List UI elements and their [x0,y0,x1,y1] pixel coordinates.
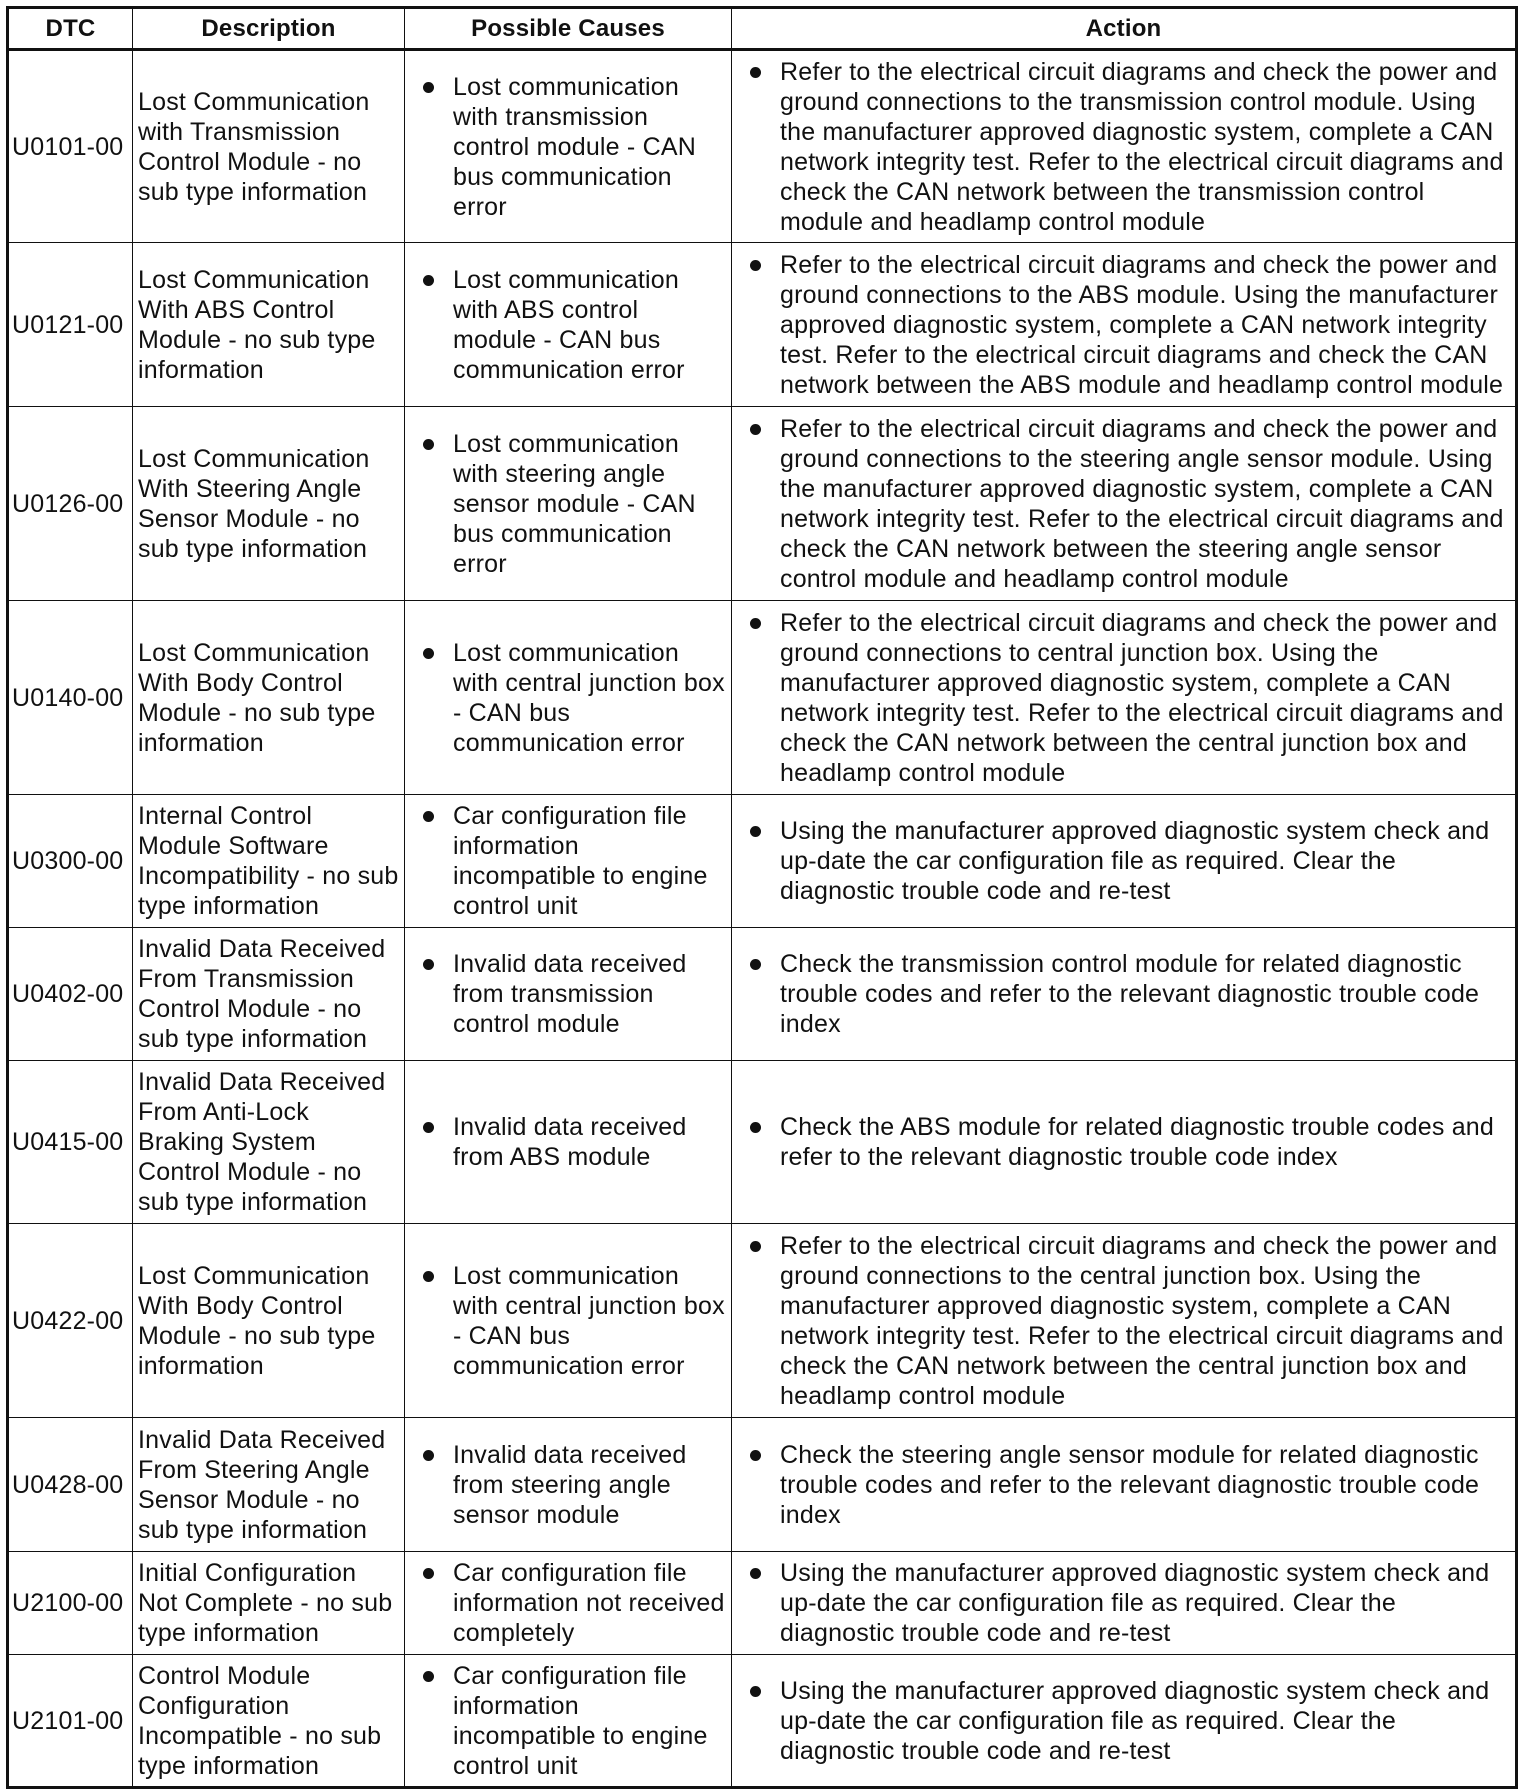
bullet-item [405,265,727,385]
bullet-item [732,414,1511,594]
table-row [8,1655,1517,1788]
possible-cause-cell [405,1418,732,1552]
action-text: Check the ABS module for related diagnostic trouble codes and refer to the relevant diagnostic trouble code index [780,1113,1495,1171]
dtc-description: Lost Communication With ABS Control Module - no sub type information [133,243,405,407]
dtc-code: U0101-00 [8,50,133,243]
bullet-item [405,72,727,222]
action-cell [732,795,1517,928]
table-row [8,407,1517,601]
action-text: Using the manufacturer approved diagnostic system check and up-date the car configuration file as required. Clear the diagnostic trouble code and re-test [780,1559,1490,1647]
dtc-description: Invalid Data Received From Anti-Lock Braking System Control Module - no sub type information [133,1061,405,1224]
possible-cause-cell [405,601,732,795]
bullet-icon [423,1271,434,1282]
possible-cause-cell [405,1655,732,1788]
dtc-code: U2100-00 [8,1552,133,1655]
table-row [8,1061,1517,1224]
bullet-icon [423,1568,434,1579]
bullet-item [732,57,1511,237]
action-text: Using the manufacturer approved diagnostic system check and up-date the car configuration file as required. Clear the diagnostic trouble code and re-test [780,1676,1490,1765]
action-text: Check the transmission control module for related diagnostic trouble codes and refer to the relevant diagnostic trouble code index [780,950,1480,1038]
dtc-code: U0402-00 [8,928,133,1061]
action-text: Refer to the electrical circuit diagrams and check the power and ground connections to the transmission control module. Using the manufacturer approved diagnostic system, complete a CAN network integrity test. Refer to the electrical circuit diagrams and check the CAN network between the transmission control module and headlamp control module [780,57,1504,236]
bullet-icon [750,1686,761,1697]
possible-cause-cell [405,1224,732,1418]
possible-cause-text: Car configuration file information incompatible to engine control unit [453,1661,708,1780]
possible-cause-cell [405,795,732,928]
dtc-description: Internal Control Module Software Incompatibility - no sub type information [133,795,405,928]
possible-cause-text: Lost communication with steering angle sensor module - CAN bus communication error [453,429,696,578]
bullet-icon [423,275,434,286]
possible-cause-cell [405,50,732,243]
possible-cause-cell [405,243,732,407]
dtc-table [6,6,1518,1789]
bullet-icon [750,1568,761,1579]
dtc-code: U0140-00 [8,601,133,795]
table-body [8,50,1517,1788]
action-cell [732,928,1517,1061]
header-action: Action [732,8,1517,50]
dtc-description: Lost Communication With Steering Angle Sensor Module - no sub type information [133,407,405,601]
action-cell [732,50,1517,243]
possible-cause-text: Invalid data received from steering angle sensor module [453,1440,687,1529]
bullet-item [405,1112,727,1172]
table-row [8,795,1517,928]
bullet-item [732,1440,1511,1530]
dtc-description: Lost Communication with Transmission Control Module - no sub type information [133,50,405,243]
bullet-item [732,1112,1511,1172]
dtc-code: U0415-00 [8,1061,133,1224]
bullet-item [405,638,727,758]
dtc-code: U0121-00 [8,243,133,407]
table-row [8,1552,1517,1655]
dtc-description: Lost Communication With Body Control Module - no sub type information [133,601,405,795]
dtc-description: Invalid Data Received From Steering Angle Sensor Module - no sub type information [133,1418,405,1552]
bullet-icon [750,1450,761,1461]
action-cell [732,1655,1517,1788]
bullet-item [732,949,1511,1039]
possible-cause-text: Lost communication with ABS control module - CAN bus communication error [453,265,685,384]
bullet-item [732,608,1511,788]
dtc-description: Invalid Data Received From Transmission Control Module - no sub type information [133,928,405,1061]
table-row [8,601,1517,795]
bullet-icon [423,1450,434,1461]
possible-cause-cell [405,407,732,601]
bullet-icon [750,1241,761,1252]
bullet-icon [423,439,434,450]
table-row [8,243,1517,407]
action-text: Refer to the electrical circuit diagrams and check the power and ground connections to the central junction box. Using the manufacturer approved diagnostic system, complete a CAN network integrity test. Refer to the electrical circuit diagrams and check the CAN network between the central junction box and headlamp control module [780,1231,1504,1410]
table-row [8,1224,1517,1418]
bullet-icon [750,618,761,629]
possible-cause-cell [405,928,732,1061]
bullet-item [732,816,1511,906]
bullet-icon [423,1122,434,1133]
bullet-item [405,1261,727,1381]
dtc-description: Control Module Configuration Incompatible - no sub type information [133,1655,405,1788]
possible-cause-text: Lost communication with central junction box - CAN bus communication error [453,1261,725,1380]
possible-cause-text: Lost communication with central junction box - CAN bus communication error [453,638,725,757]
dtc-code: U2101-00 [8,1655,133,1788]
action-cell [732,1224,1517,1418]
possible-cause-text: Car configuration file information not received completely [453,1559,725,1647]
dtc-description: Lost Communication With Body Control Module - no sub type information [133,1224,405,1418]
dtc-code: U0422-00 [8,1224,133,1418]
bullet-item [732,1558,1511,1648]
bullet-icon [423,648,434,659]
bullet-icon [750,959,761,970]
table-row [8,50,1517,243]
bullet-icon [423,811,434,822]
action-text: Check the steering angle sensor module for related diagnostic trouble codes and refer to the relevant diagnostic trouble code index [780,1440,1480,1529]
bullet-icon [750,67,761,78]
table-header-row [8,8,1517,50]
possible-cause-cell [405,1061,732,1224]
bullet-icon [423,1671,434,1682]
header-dtc: DTC [8,8,133,50]
header-description: Description [133,8,405,50]
bullet-icon [750,424,761,435]
bullet-item [405,429,727,579]
table-row [8,928,1517,1061]
dtc-code: U0300-00 [8,795,133,928]
possible-cause-cell [405,1552,732,1655]
possible-cause-text: Car configuration file information incompatible to engine control unit [453,802,708,920]
bullet-item [405,1440,727,1530]
action-cell [732,243,1517,407]
dtc-description: Initial Configuration Not Complete - no sub type information [133,1552,405,1655]
bullet-icon [750,826,761,837]
header-possible-causes: Possible Causes [405,8,732,50]
possible-cause-text: Invalid data received from ABS module [453,1113,687,1171]
action-cell [732,407,1517,601]
bullet-icon [423,959,434,970]
bullet-icon [750,260,761,271]
action-text: Refer to the electrical circuit diagrams and check the power and ground connections to the steering angle sensor module. Using the manufacturer approved diagnostic system, complete a CAN network integrity test. Refer to the electrical circuit diagrams and check the CAN network between the steering angle sensor control module and headlamp control module [780,414,1504,593]
action-text: Using the manufacturer approved diagnostic system check and up-date the car configuration file as required. Clear the diagnostic trouble code and re-test [780,817,1490,905]
bullet-item [405,1661,727,1781]
bullet-item [405,949,727,1039]
bullet-item [405,1558,727,1648]
action-cell [732,1552,1517,1655]
action-cell [732,1418,1517,1552]
action-cell [732,1061,1517,1224]
table-row [8,1418,1517,1552]
bullet-item [732,250,1511,400]
bullet-item [732,1231,1511,1411]
action-text: Refer to the electrical circuit diagrams and check the power and ground connections to central junction box. Using the manufacturer approved diagnostic system, complete a CAN network integrity test. Refer to the electrical circuit diagrams and check the CAN network between the central junction box and headlamp control module [780,608,1504,787]
action-cell [732,601,1517,795]
bullet-item [405,801,727,921]
dtc-code: U0126-00 [8,407,133,601]
bullet-icon [423,82,434,93]
possible-cause-text: Invalid data received from transmission control module [453,950,687,1038]
dtc-code: U0428-00 [8,1418,133,1552]
bullet-icon [750,1122,761,1133]
bullet-item [732,1676,1511,1766]
possible-cause-text: Lost communication with transmission control module - CAN bus communication error [453,72,696,221]
action-text: Refer to the electrical circuit diagrams and check the power and ground connections to the ABS module. Using the manufacturer approved diagnostic system, complete a CAN network integrity test. Refer to the electrical circuit diagrams and check the CAN network between the ABS module and headlamp control module [780,250,1504,399]
